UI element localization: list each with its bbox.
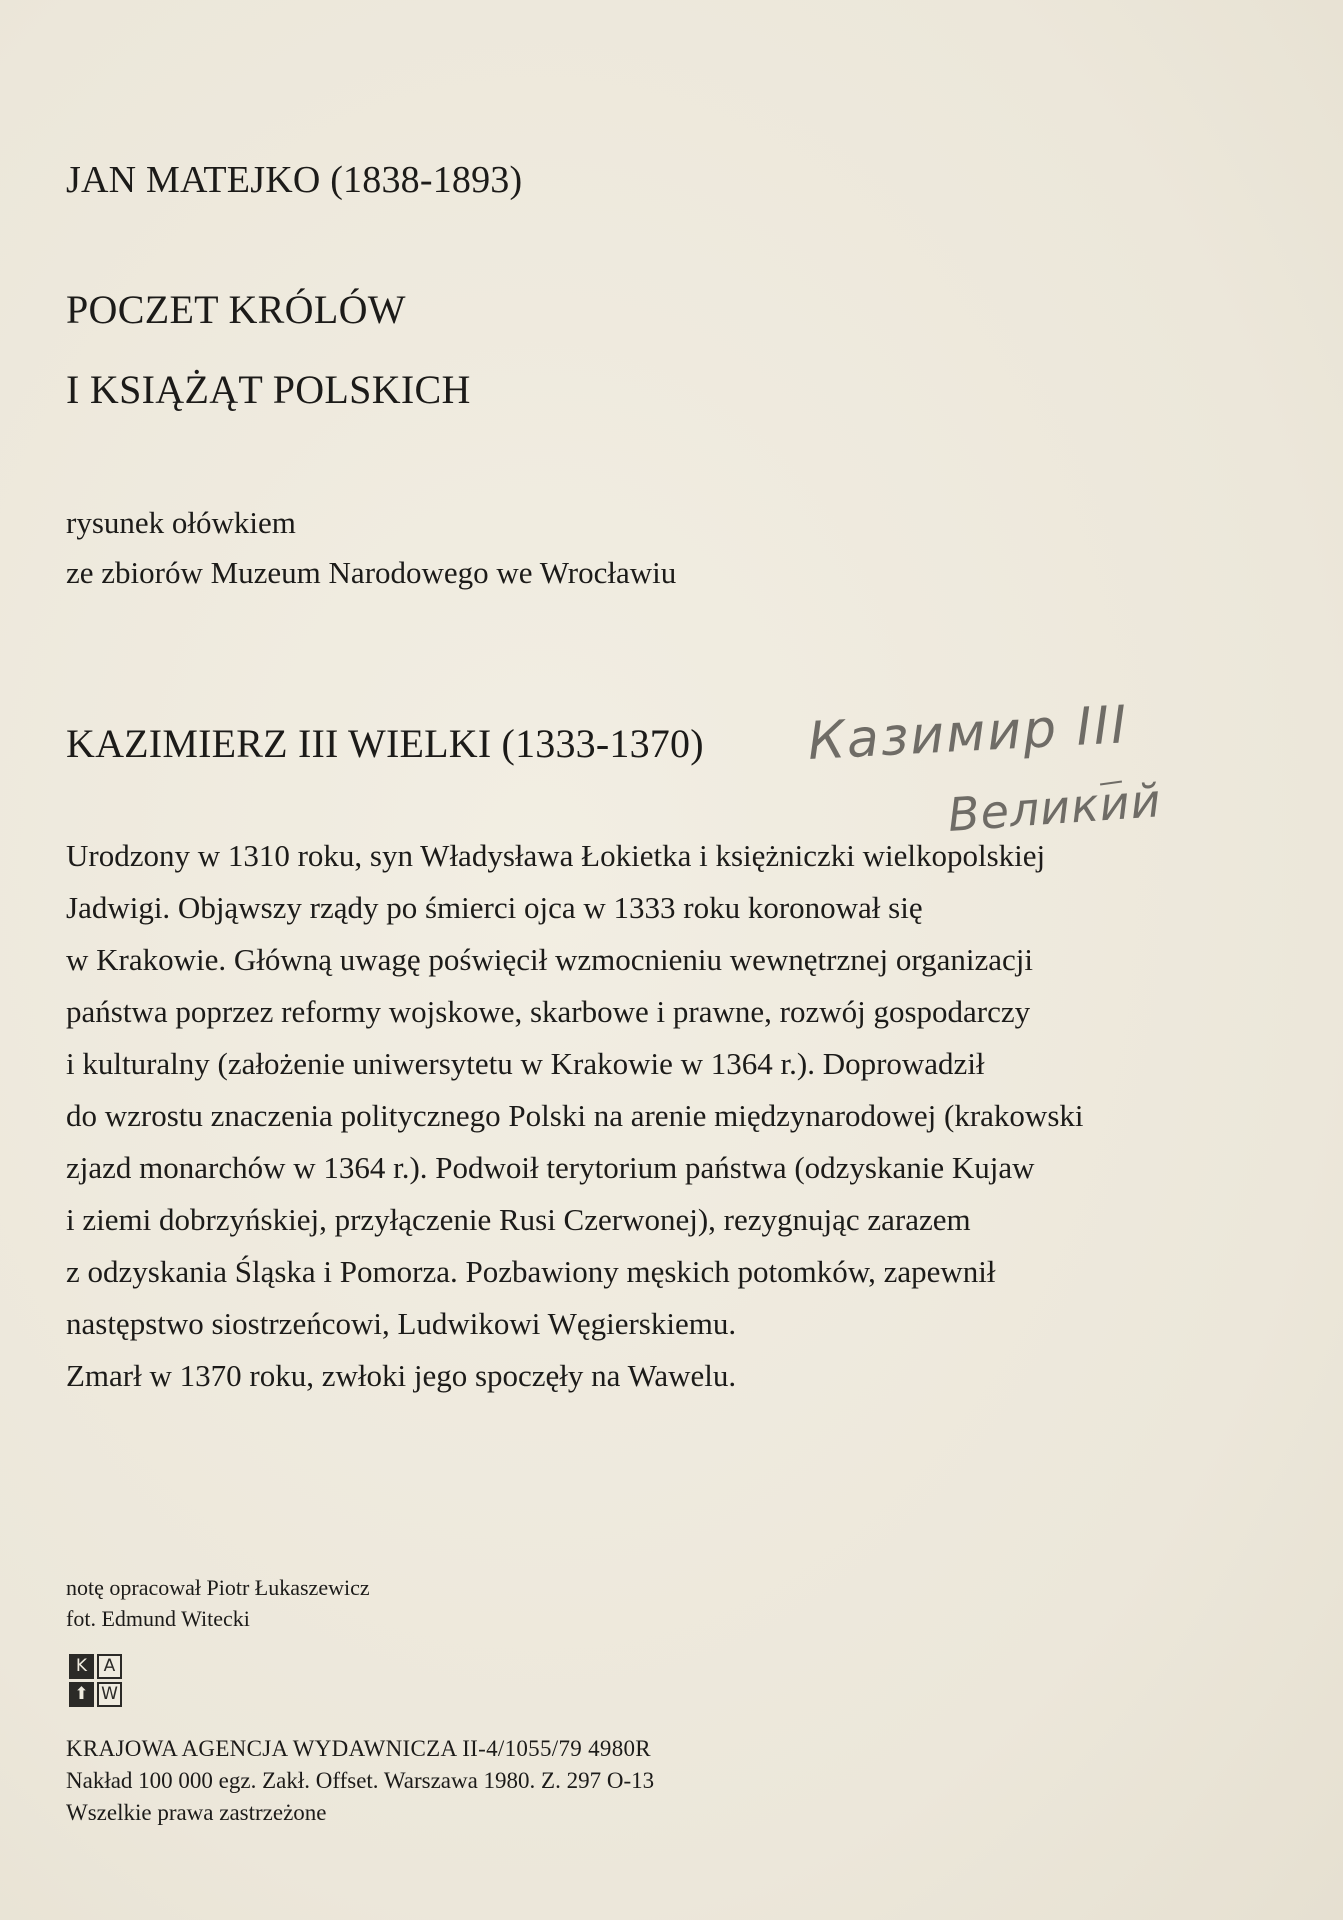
biography-line: państwa poprzez reformy wojskowe, skarbowe i prawne, rozwój gospodarczy bbox=[66, 994, 1031, 1029]
series-title-line-2: I KSIĄŻĄT POLSKICH bbox=[66, 367, 471, 412]
logo-letter-w: W bbox=[97, 1682, 122, 1707]
biography-line: Jadwigi. Objąwszy rządy po śmierci ojca w 1333 roku koronował się bbox=[66, 890, 923, 925]
publisher-logo bbox=[69, 1654, 123, 1708]
biography-line: zjazd monarchów w 1364 r.). Podwoił terytorium państwa (odzyskanie Kujaw bbox=[66, 1150, 1035, 1185]
biography-line: do wzrostu znaczenia politycznego Polski na arenie międzynarodowej (krakowski bbox=[66, 1098, 1084, 1133]
author-heading: JAN MATEJKO (1838-1893) bbox=[66, 159, 523, 201]
logo-letter-a: A bbox=[97, 1654, 122, 1679]
biography-line: Zmarł w 1370 roku, zwłoki jego spoczęły na Wawelu. bbox=[66, 1358, 737, 1393]
note-author-credit: notę opracował Piotr Łukaszewicz bbox=[66, 1575, 370, 1600]
biography-line: z odzyskania Śląska i Pomorza. Pozbawiony męskich potomków, zapewnił bbox=[66, 1254, 996, 1289]
biography-line: i kulturalny (założenie uniwersytetu w Krakowie w 1364 r.). Doprowadził bbox=[66, 1046, 985, 1081]
biography-text bbox=[66, 830, 1296, 1402]
handwritten-annotation-line-2: Великий bbox=[946, 773, 1164, 842]
logo-letter-k: K bbox=[69, 1654, 94, 1679]
logo-arrow-icon: ⬆ bbox=[69, 1682, 94, 1707]
collection-text: ze zbiorów Muzeum Narodowego we Wrocławiu bbox=[66, 555, 677, 590]
biography-line: następstwo siostrzeńcowi, Ludwikowi Węgierskiemu. bbox=[66, 1306, 737, 1341]
biography-line: w Krakowie. Główną uwagę poświęcił wzmocnieniu wewnętrznej organizacji bbox=[66, 942, 1033, 977]
biography-line: Urodzony w 1310 roku, syn Władysława Łokietka i księżniczki wielkopolskiej bbox=[66, 838, 1046, 873]
photo-credit: fot. Edmund Witecki bbox=[66, 1606, 250, 1631]
copyright-notice: Wszelkie prawa zastrzeżone bbox=[66, 1800, 327, 1825]
biography-line: i ziemi dobrzyńskiej, przyłączenie Rusi Czerwonej), rezygnując zarazem bbox=[66, 1202, 971, 1237]
work-title: KAZIMIERZ III WIELKI (1333-1370) bbox=[66, 721, 704, 766]
publisher-imprint-line-2: Nakład 100 000 egz. Zakł. Offset. Warszawa 1980. Z. 297 O-13 bbox=[66, 1768, 655, 1793]
publisher-imprint-line-1: KRAJOWA AGENCJA WYDAWNICZA II-4/1055/79 4980R bbox=[66, 1736, 651, 1761]
technique-text: rysunek ołówkiem bbox=[66, 505, 296, 540]
handwritten-annotation-line-1: Казимир III bbox=[806, 695, 1130, 772]
series-title-line-1: POCZET KRÓLÓW bbox=[66, 287, 406, 332]
